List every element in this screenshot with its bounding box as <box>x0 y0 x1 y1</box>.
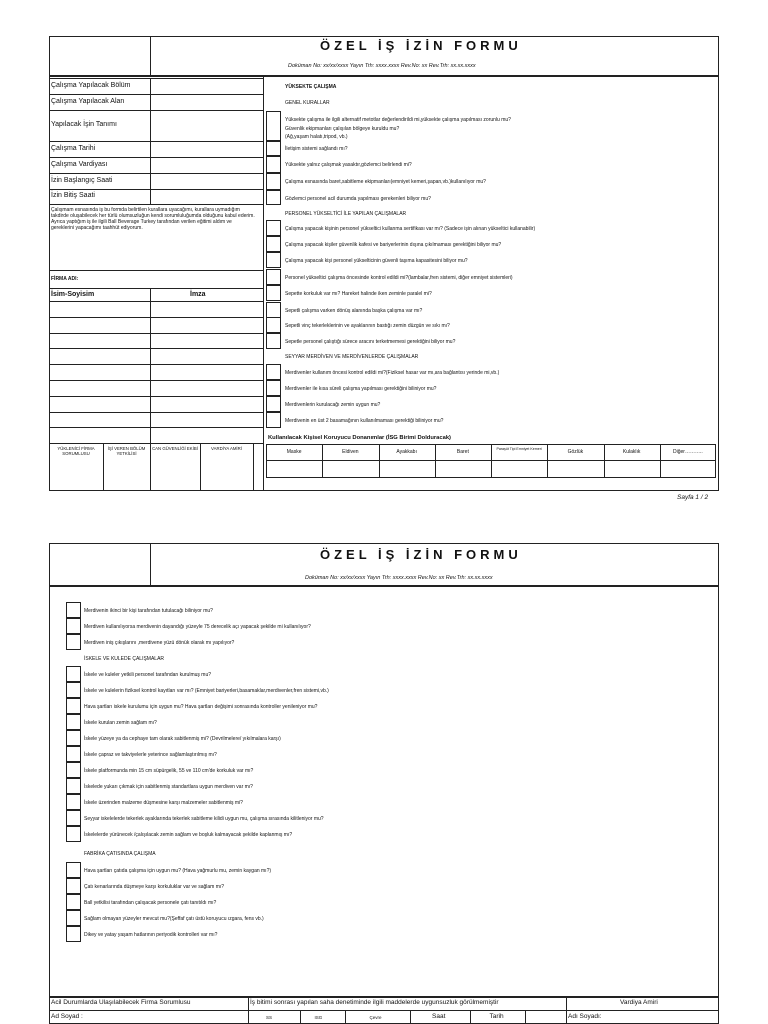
section-title-height-work: YÜKSEKTE ÇALIŞMA <box>285 84 337 90</box>
form-title-2: ÖZEL İŞ İZİN FORMU <box>320 547 522 562</box>
checkbox[interactable] <box>66 634 81 650</box>
field-value[interactable] <box>152 174 261 188</box>
rule-text: İskele ve kuleler yetkili personel tarafından kurulmuş mu? <box>84 672 212 678</box>
signature-cell[interactable] <box>151 349 262 362</box>
field-value[interactable] <box>152 95 261 109</box>
rule-text: İskele platformunda min 15 cm süpürgelik, 55 ve 110 cm'de korkuluk var mı? <box>84 768 254 774</box>
checkbox[interactable] <box>66 810 81 826</box>
footer-name-label: Ad Soyad : <box>51 1013 83 1020</box>
rule-text: Merdiven iniş çıkışlarını ,merdivene yüzü dönük olarak mı yapılıyor? <box>84 640 235 646</box>
checkbox[interactable] <box>66 826 81 842</box>
checkbox[interactable] <box>266 364 281 380</box>
page-number: Sayfa 1 / 2 <box>677 494 709 501</box>
checkbox[interactable] <box>266 252 281 268</box>
ppe-check-cell[interactable] <box>267 461 321 477</box>
rule-text: Çalışma yapacak kişi personel yükselticinin güvenli taşıma kapasitesini biliyor mu? <box>285 258 468 264</box>
checkbox[interactable] <box>266 269 281 285</box>
signature-cell[interactable] <box>151 428 262 441</box>
sign-divider <box>103 443 104 491</box>
form-title: ÖZEL İŞ İZİN FORMU <box>320 38 522 53</box>
sign-divider <box>253 443 254 491</box>
checkbox[interactable] <box>266 396 281 412</box>
rule-text: İskele kurulan zemin sağlam mı? <box>84 720 157 726</box>
rule-text: Merdivenin en üst 2 basamağının kullanılmaması gerektiği biliniyor mu? <box>285 418 444 424</box>
footer-cell-label: Çevre <box>369 1015 382 1020</box>
document-info-2: Doküman No: xx/xx/xxxx Yayın Trh: xxxx.xxxx Rev.No: xx Rev.Trh: xx.xx.xxxx <box>305 575 493 581</box>
field-label: Çalışma Tarihi <box>51 144 96 152</box>
checkbox[interactable] <box>66 878 81 894</box>
signature-cell[interactable] <box>151 334 262 347</box>
rule-text: İskele ve kulelerin fiziksel kontrol kayıtları var mı? (Emniyet bariyerleri,basamaklar,merdivenler,fren sistemi,vb.) <box>84 688 329 694</box>
signature-cell[interactable] <box>151 365 262 378</box>
footer-supervisor-name: Adı Soyadı: <box>568 1013 602 1020</box>
checkbox[interactable] <box>66 602 81 618</box>
checkbox[interactable] <box>266 173 281 190</box>
name-column-header: İsim-Soyisim <box>51 291 95 298</box>
rule-text: İskelelerde yürünecek /çalışılacak zemin sağlam ve boşluk kalmayacak şekilde kaplanmış mı? <box>84 832 293 838</box>
footer-emergency-contact: Acil Durumlarda Ulaşılabilecek Firma Sorumlusu <box>51 999 191 1006</box>
rule-text: Yüksekte yalnız çalışmak yasaktır,gözlemci belirlendi mi? <box>285 162 412 168</box>
subsection-roof: FABRİKA ÇATISINDA ÇALIŞMA <box>84 851 156 857</box>
ppe-title: Kullanılacak Kişisel Koruyucu Donanımlar (İSG Birimi Dolduracak) <box>268 435 451 441</box>
name-cell[interactable] <box>50 413 149 426</box>
footer-shift-supervisor: Vardiya Amiri <box>620 999 658 1006</box>
checkbox[interactable] <box>66 698 81 714</box>
checkbox[interactable] <box>66 894 81 910</box>
sign-box-label: YÜKLENİCİ FİRMA SORUMLUSU <box>57 446 95 456</box>
subsection-general-rules: GENEL KURALLAR <box>285 100 330 106</box>
signature-cell[interactable] <box>151 413 262 426</box>
checkbox[interactable] <box>266 412 281 428</box>
sign-box-label: VARDİYA AMİRİ <box>211 446 242 451</box>
checkbox[interactable] <box>266 333 281 349</box>
ppe-item-label: Eldiven <box>342 449 359 455</box>
ppe-item-label: Gözlük <box>567 449 584 455</box>
name-cell[interactable] <box>50 318 149 331</box>
ppe-check-cell[interactable] <box>380 461 434 477</box>
field-label: Yapılacak İşin Tanımı <box>51 121 117 128</box>
footer-cell-line <box>470 1010 471 1024</box>
field-value[interactable] <box>152 79 261 93</box>
rule-text: Gözlemci personel acil durumda yapılması gerekenleri biliyor mu? <box>285 196 431 202</box>
checkbox[interactable] <box>66 666 81 682</box>
rule-text: Merdivenler kullanım öncesi kontrol edildi mi?(Fiziksel hasar var mı,ara bağlantısı yerinde mi,vb.) <box>285 370 500 376</box>
subsection-scaffold: İSKELE VE KULEDE ÇALIŞMALAR <box>84 656 165 662</box>
checkbox[interactable] <box>266 236 281 252</box>
header-logo-divider <box>150 36 151 76</box>
footer-cell-line <box>300 1010 301 1024</box>
checkbox[interactable] <box>266 220 281 236</box>
rule-text: Sepetli çalışma varken dönüş alanında başka çalışma var mı? <box>285 308 423 314</box>
rule-text: İskele üzerinden malzeme düşmesine karşı malzemeler sabitlenmiş mi? <box>84 800 243 806</box>
rule-text: Yüksekte çalışma ile ilgili alternatif metotlar değerlendirildi mi,yüksekte çalışma yapılması zorunlu mu? <box>285 117 511 123</box>
checkbox[interactable] <box>66 862 81 878</box>
signature-cell[interactable] <box>151 318 262 331</box>
checkbox[interactable] <box>66 926 81 942</box>
rule-text: Dikey ve yatay yaşam hatlarının periyodik kontrolleri var mı? <box>84 932 218 938</box>
name-cell[interactable] <box>50 302 149 315</box>
rule-text: Ball yetkilisi tarafından çalışacak personele çatı tanıtıldı mı? <box>84 900 217 906</box>
checkbox[interactable] <box>266 141 281 156</box>
ppe-item-label: Ayakkabı <box>396 449 417 455</box>
ppe-check-cell[interactable] <box>436 461 490 477</box>
checkbox[interactable] <box>266 380 281 396</box>
column-divider <box>263 76 264 491</box>
rule-text: Sepetli vinç tekerleklerinin ve ayaklarının bastığı zemin düzgün ve sıkı mı? <box>285 323 450 329</box>
footer-cell-label: SS <box>266 1015 273 1020</box>
field-value[interactable] <box>152 190 261 203</box>
sign-box-label: İŞİ VEREN BÖLÜM YETKİLİSİ <box>107 446 146 456</box>
ppe-check-cell[interactable] <box>323 461 377 477</box>
checkbox[interactable] <box>66 762 81 778</box>
signature-cell[interactable] <box>151 381 262 394</box>
footer-cell-label: Tarih <box>489 1013 504 1020</box>
field-label: İzin Başlangıç Saati <box>51 176 113 184</box>
rule-text: Sepette korkuluk var mı? Hareket halinde iken zeminle paralel mi? <box>285 291 432 297</box>
signature-cell[interactable] <box>151 302 262 315</box>
checkbox[interactable] <box>66 746 81 762</box>
checkbox[interactable] <box>266 302 281 318</box>
ppe-item-label: Diğer……….. <box>673 449 703 455</box>
name-cell[interactable] <box>50 428 149 441</box>
name-cell[interactable] <box>50 334 149 347</box>
checkbox[interactable] <box>66 618 81 634</box>
name-cell[interactable] <box>50 365 149 378</box>
footer-cell-label: Saat <box>432 1013 446 1020</box>
rule-text: Merdiven kullanılıyorsa merdivenin dayandığı yüzeyle 75 derecelik açı yapacak şekilde mi kullanılıyor? <box>84 624 311 630</box>
rule-text: Personel yükseltici çalışma öncesinde kontrol edildi mi?(lambalar,fren sistemi, diğer emniyet sistemleri) <box>285 275 513 281</box>
rule-text: Merdivenlerin kurulacağı zemin uygun mu? <box>285 402 381 408</box>
rule-text: Hava şartları iskele kurulumu için uygun mu? Hava şartları değişimi sonrasında kontroller yenileniyor mu? <box>84 704 318 710</box>
subsection-personnel-lifter: PERSONEL YÜKSELTİCİ İLE YAPILAN ÇALIŞMALAR <box>285 211 407 217</box>
rule-text: İskele yüzeye ya da cephaye tam olarak sabitlenmiş mi? (Devrilmelere/ yıkılmalara karşı) <box>84 736 281 742</box>
rule-text: Merdivenin ikinci bir kişi tarafından tutulacağı biliniyor mu? <box>84 608 213 614</box>
field-row-line <box>49 204 263 205</box>
checkbox[interactable] <box>66 778 81 794</box>
checkbox[interactable] <box>266 111 281 141</box>
ppe-check-cell[interactable] <box>605 461 659 477</box>
signature-cell[interactable] <box>151 397 262 410</box>
field-value[interactable] <box>152 111 261 140</box>
footer-cell-line <box>345 1010 346 1024</box>
document-info: Doküman No: xx/xx/xxxx Yayın Trh: xxxx.xxxx Rev.No: xx Rev.Trh: xx.xx.xxxx <box>288 63 476 69</box>
ppe-check-cell[interactable] <box>661 461 715 477</box>
rule-text: İskelede yukarı çıkmak için sabitlenmiş standartlara uygun merdiven var mı? <box>84 784 253 790</box>
checkbox[interactable] <box>266 317 281 333</box>
rule-text: Çalışma esnasında baret,sabitleme ekipmanları(emniyet kemeri,şapan,vb.)kullanılıyor mu? <box>285 179 486 185</box>
firm-name-label: FİRMA ADI: <box>51 276 79 282</box>
checkbox[interactable] <box>266 190 281 205</box>
header-logo-divider-2 <box>150 543 151 586</box>
footer-inspection-text: İş bitimi sonrası yapılan saha denetiminde ilgili maddelerde uygunsuzluk görülmemiştir <box>250 999 499 1006</box>
responsibility-statement: Çalışmam esnasında iş bu formda belirtilen kurallara uyacağımı, kurallara uymadığım takdirde oluşabilecek her türlü olumsuzluğun kendi sorumluluğumda olduğunu kabul ederim. Ayrıca yaptığım iş ile ilgili Ball Beverage Turkey tarafından verilen eğitimi aldım ve gereklerini yapacağımı taahhüt ediyorum. <box>51 207 255 231</box>
sign-divider <box>150 443 151 491</box>
ppe-item-label: Maske <box>286 449 302 455</box>
field-label: Çalışma Yapılacak Alan <box>51 97 125 105</box>
rule-text: Hava şartları çatıda çalışma için uygun mu? (Hava yağmurlu mu, zemin kaygan mı?) <box>84 868 272 874</box>
checkbox[interactable] <box>66 714 81 730</box>
checkbox[interactable] <box>266 156 281 173</box>
checkbox[interactable] <box>66 794 81 810</box>
rule-text: İletişim sistemi sağlandı mı? <box>285 146 348 152</box>
name-cell[interactable] <box>50 397 149 410</box>
ppe-item-label: Paraşüt Tipi Emniyet Kemeri <box>496 447 542 451</box>
rule-text: Çalışma yapacak kişinin personel yükseltici kullanma sertifikası var mı? (Sadece işin alınan yükseltici kullanabilir) <box>285 226 536 232</box>
ppe-item-label: Kulaklık <box>622 449 641 455</box>
checkbox[interactable] <box>66 682 81 698</box>
checkbox[interactable] <box>66 910 81 926</box>
field-value-divider <box>150 78 151 204</box>
subsection-ladder: SEYYAR MERDİVEN VE MERDİVENLERDE ÇALIŞMALAR <box>285 354 419 360</box>
field-label: Çalışma Yapılacak Bölüm <box>51 81 131 89</box>
sign-box-label: CAN GÜVENLİĞİ EKİBİ <box>152 446 198 451</box>
rule-text: Sağlam olmayan yüzeyler mevcut mu?(Şeffaf çatı üstü koruyucu ızgara, fens vb.) <box>84 916 264 922</box>
checkbox[interactable] <box>66 730 81 746</box>
rule-text: İskele çapraz ve takviyelerle yeterince sağlamlaştırılmış mı? <box>84 752 217 758</box>
sign-divider <box>200 443 201 491</box>
field-value[interactable] <box>152 142 261 156</box>
name-cell[interactable] <box>50 349 149 362</box>
field-label: Çalışma Vardiyası <box>51 160 108 168</box>
checkbox[interactable] <box>266 285 281 301</box>
rule-text: Çalışma yapacak kişiler güvenlik kafesi ve bariyerlerinin dışına çıkılmaması gerektiğini biliyor mu? <box>285 242 502 248</box>
ppe-check-cell[interactable] <box>548 461 602 477</box>
footer-cell-label: ISG <box>314 1015 323 1020</box>
rule-text: Çatı kenarlarında düşmeye karşı korkuluklar var ve sağlam mı? <box>84 884 225 890</box>
footer-cell-line <box>410 1010 411 1024</box>
field-label: İzin Bitiş Saati <box>51 192 95 199</box>
rule-text: Merdivenler ile kısa süreli çalışma yapılması gerektiğini biliniyor mu? <box>285 386 437 392</box>
signature-column-header: İmza <box>190 291 206 298</box>
name-cell[interactable] <box>50 381 149 394</box>
rule-text: Sepetle personel çalıştığı sürece aracını terketmemesi gerektiğini biliyor mu? <box>285 339 456 345</box>
rule-text: Seyyar iskelelerde tekerlek ayaklarında tekerlek sabitleme kilidi uygun mu, çalışma sırasında kilitleniyor mu? <box>84 816 324 822</box>
footer-cell-line <box>525 1010 526 1024</box>
ppe-check-cell[interactable] <box>492 461 546 477</box>
rule-text: Güvenlik ekipmanları çalışılan bölgeye kuruldu mu? <box>285 126 400 132</box>
ppe-item-label: Baret <box>456 449 469 455</box>
field-value[interactable] <box>152 158 261 172</box>
rule-text: (Ağ,yaşam halatı,tripod, vb.) <box>285 134 348 140</box>
